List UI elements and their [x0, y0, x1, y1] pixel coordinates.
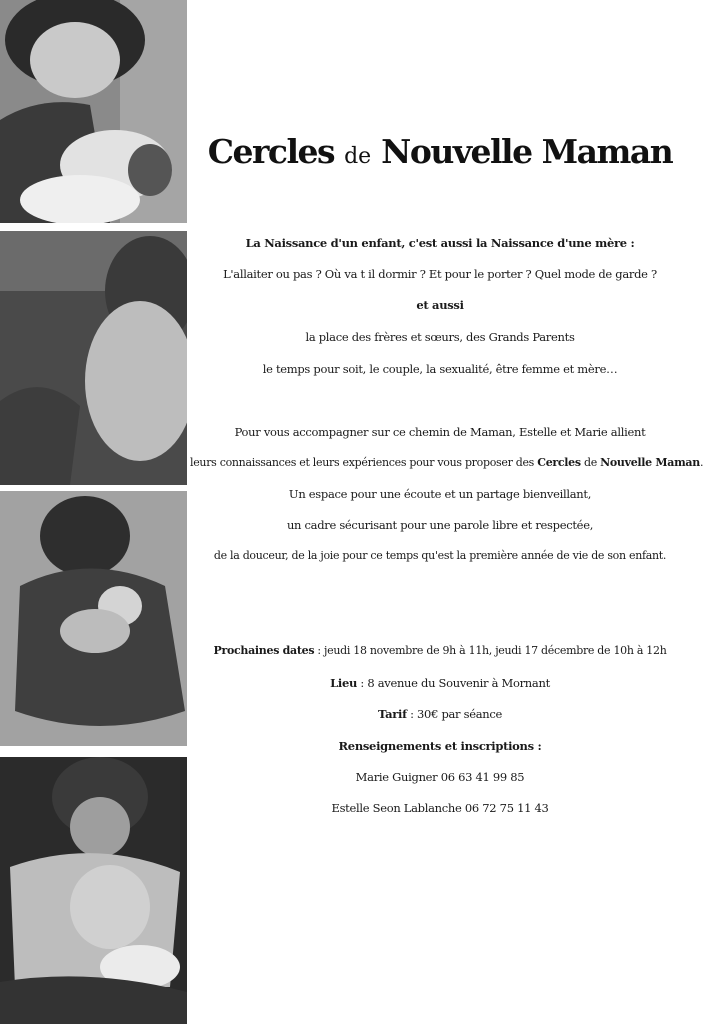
- photo-breastfeeding-grass: [0, 491, 187, 746]
- info-tarif-value: : 30€ par séance: [406, 707, 503, 721]
- info-tarif-label: Tarif: [377, 707, 407, 721]
- intro-questions: L'allaiter ou pas ? Où va t il dormir ? Et pour le porter ? Quel mode de garde ?: [223, 267, 657, 281]
- title-word-nouvelle-maman: Nouvelle Maman: [381, 132, 673, 171]
- body-p2-de: de: [580, 456, 601, 469]
- photo-mother-baby-1: [0, 0, 187, 223]
- body-p2-cercles: Cercles: [537, 456, 581, 469]
- body-paragraph-1: Pour vous accompagner sur ce chemin de Maman, Estelle et Marie allient: [234, 425, 646, 439]
- title-word-de: de: [344, 144, 372, 169]
- intro-line-1: la place des frères et sœurs, des Grands Parents: [305, 330, 575, 344]
- info-lieu-label: Lieu: [330, 676, 358, 690]
- body-paragraph-2: [190, 456, 704, 469]
- body-paragraph-3: Un espace pour une écoute et un partage bienveillant,: [288, 487, 592, 501]
- body-paragraph-4: un cadre sécurisant pour une parole libre et respectée,: [286, 518, 594, 532]
- body-p2-nouvelle-maman: Nouvelle Maman: [600, 456, 700, 469]
- body-p2-period: .: [699, 456, 704, 469]
- body-paragraph-5: de la douceur, de la joie pour ce temps qu'est la première année de vie de son enfant.: [213, 549, 667, 562]
- info-lieu-value: : 8 avenue du Souvenir à Mornant: [357, 676, 550, 690]
- info-dates-label: Prochaines dates: [213, 644, 315, 657]
- info-contact-marie: Marie Guigner 06 63 41 99 85: [355, 770, 525, 784]
- info-lieu: [190, 676, 690, 690]
- page-title: [190, 132, 690, 171]
- intro-line-2: le temps pour soit, le couple, la sexualité, être femme et mère…: [262, 362, 618, 376]
- title-word-cercles: Cercles: [207, 132, 335, 171]
- info-contact-estelle: Estelle Seon Lablanche 06 72 75 11 43: [331, 801, 549, 815]
- photo-mother-baby-2: [0, 757, 187, 1024]
- intro-headline: La Naissance d'un enfant, c'est aussi la Naissance d'une mère :: [245, 236, 635, 250]
- body-p2-text: leurs connaissances et leurs expériences pour vous proposer des: [190, 456, 538, 469]
- info-contact-label: Renseignements et inscriptions :: [338, 739, 542, 753]
- info-dates-value: : jeudi 18 novembre de 9h à 11h, jeudi 17 décembre de 10h à 12h: [314, 644, 667, 657]
- info-tarif: [190, 707, 690, 721]
- intro-et-aussi: et aussi: [416, 298, 464, 312]
- photo-breastfeeding-1: [0, 231, 187, 485]
- info-dates: [190, 644, 690, 657]
